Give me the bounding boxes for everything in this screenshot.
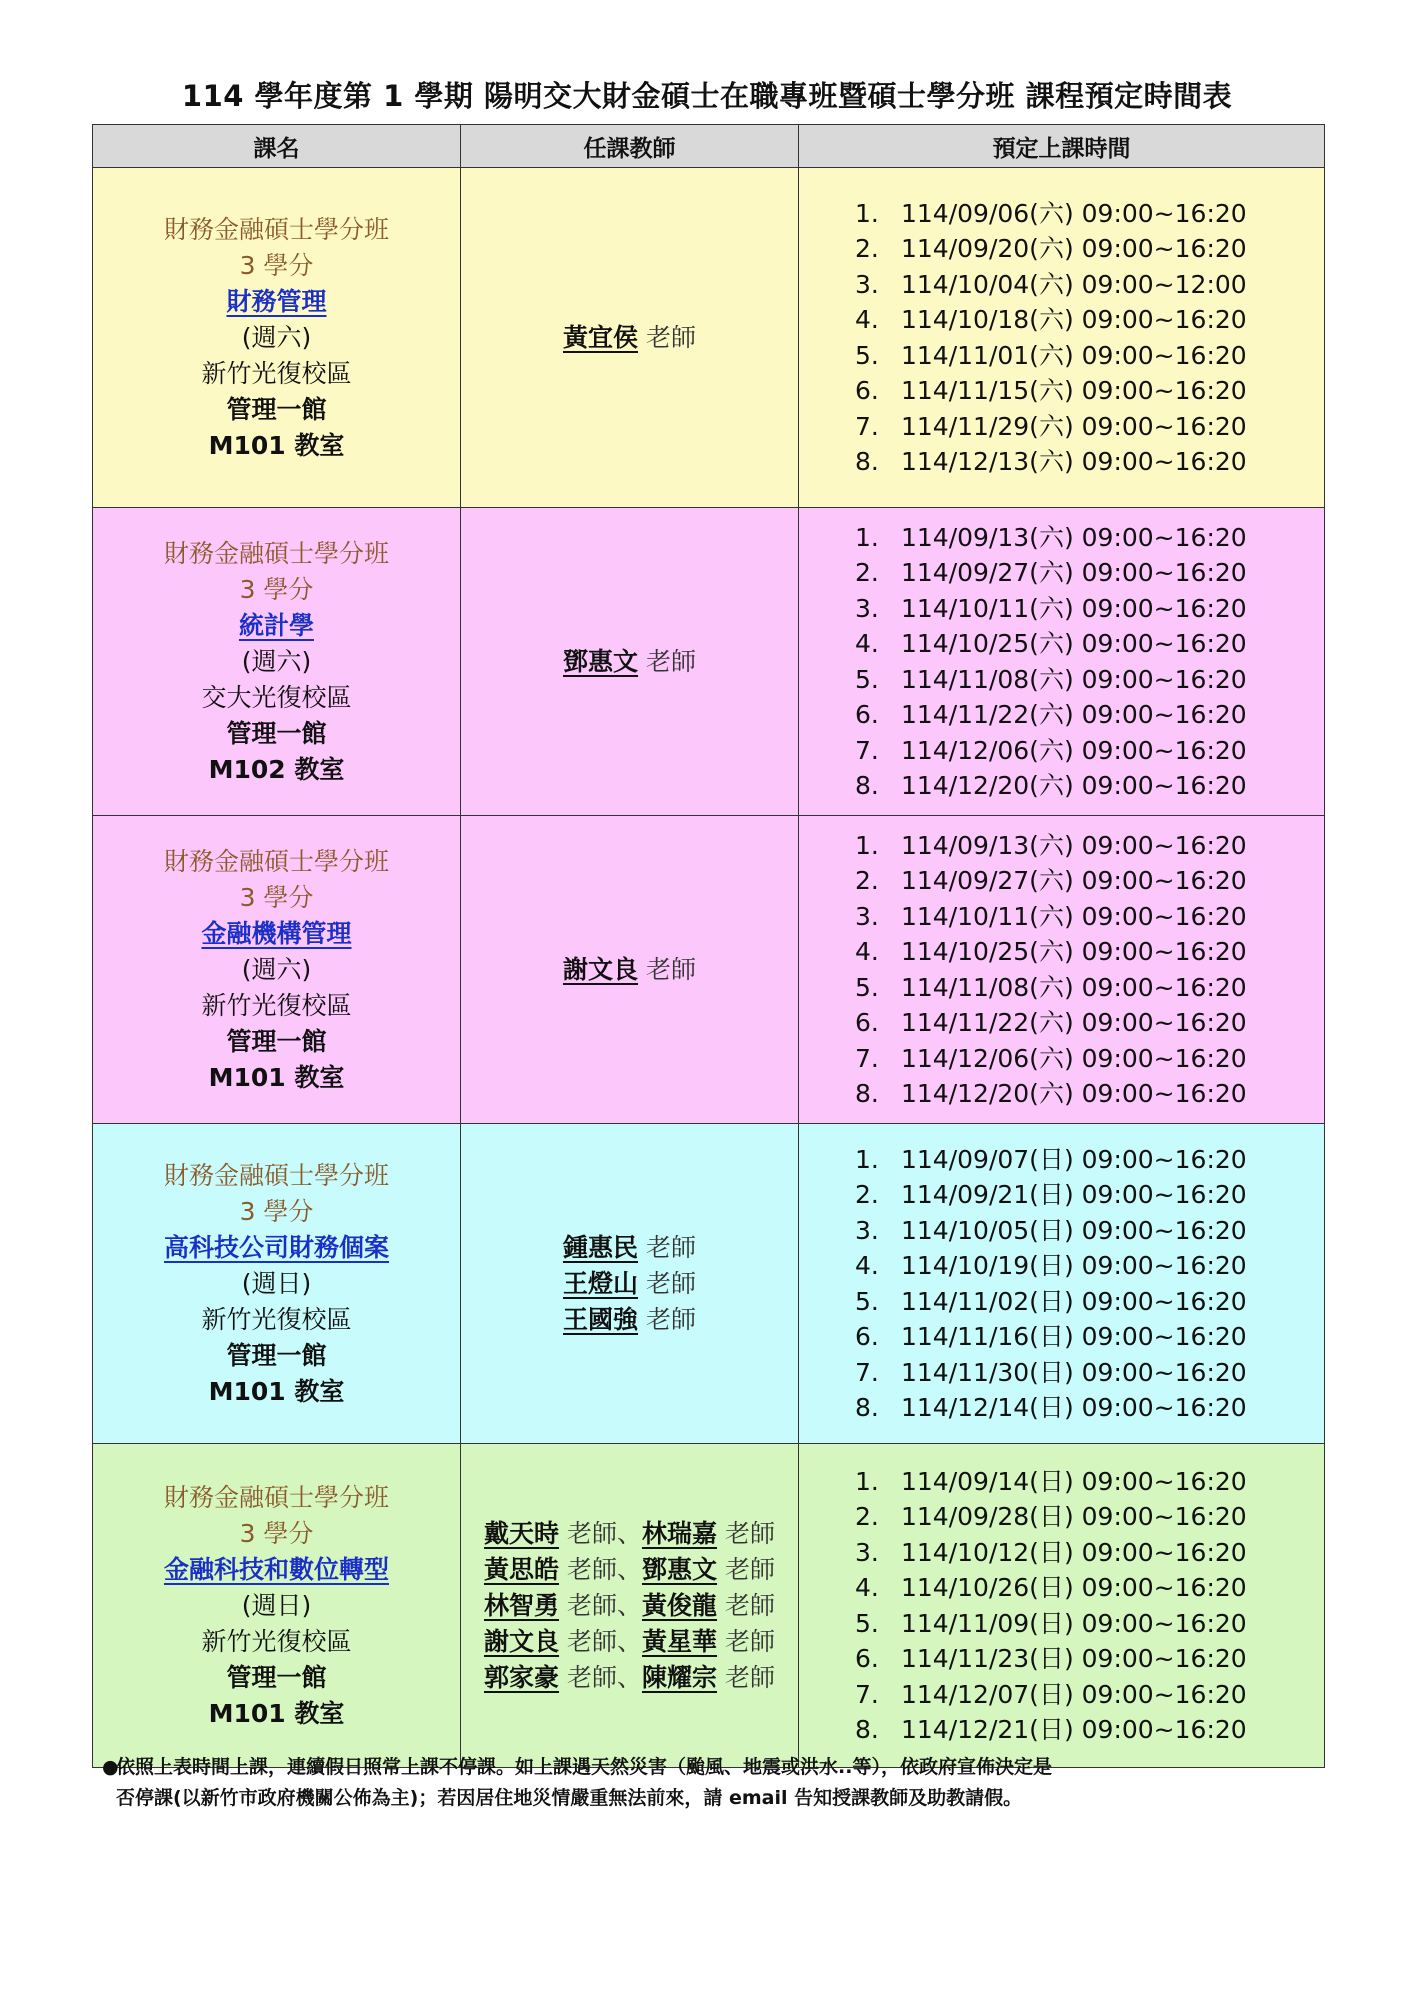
list-item bbox=[855, 302, 1324, 338]
date-text: 114/12/14(日) 09:00~16:20 bbox=[901, 1393, 1247, 1422]
list-item bbox=[855, 1142, 1324, 1178]
list-item bbox=[855, 768, 1324, 804]
list-item bbox=[855, 555, 1324, 591]
date-text: 114/10/26(日) 09:00~16:20 bbox=[901, 1573, 1247, 1602]
teacher-cell bbox=[461, 168, 799, 508]
teacher-cell bbox=[461, 1124, 799, 1444]
footnote-line-1: 依照上表時間上課，連續假日照常上課不停課。如上課遇天然災害（颱風、地震或洪水..等），依政府宣佈決定是 bbox=[116, 1756, 1052, 1778]
time-cell bbox=[799, 1444, 1325, 1768]
teacher-title: 老師 bbox=[724, 1590, 775, 1620]
teacher-title: 老師 bbox=[645, 646, 696, 676]
date-number: 7. bbox=[855, 1043, 879, 1073]
date-number: 7. bbox=[855, 1679, 879, 1709]
list-item bbox=[855, 520, 1324, 556]
teacher-line bbox=[461, 1302, 798, 1338]
header-teacher: 任課教師 bbox=[461, 125, 799, 168]
course-credits-text: 3 學分 bbox=[239, 882, 314, 912]
course-cell bbox=[93, 168, 461, 508]
date-number: 5. bbox=[855, 664, 879, 694]
date-text: 114/11/08(六) 09:00~16:20 bbox=[901, 972, 1247, 1002]
date-number: 6. bbox=[855, 700, 879, 729]
date-text: 114/09/13(六) 09:00~16:20 bbox=[901, 830, 1247, 860]
teacher-line bbox=[461, 1230, 798, 1266]
course-day bbox=[93, 320, 460, 356]
list-item bbox=[855, 863, 1324, 899]
date-text: 114/09/20(六) 09:00~16:20 bbox=[901, 234, 1247, 263]
time-cell bbox=[799, 1124, 1325, 1444]
schedule-body bbox=[93, 168, 1325, 1768]
date-number: 8. bbox=[855, 1079, 879, 1108]
course-program-text: 財務金融碩士學分班 bbox=[163, 1160, 389, 1190]
course-room-text: M101 教室 bbox=[208, 1698, 345, 1728]
course-credits bbox=[93, 1194, 460, 1230]
date-number: 4. bbox=[855, 305, 879, 334]
footnote-line-2: 否停課(以新竹市政府機關公佈為主)；若因居住地災情嚴重無法前來，請 email 告知授課教師及助教請假。 bbox=[116, 1787, 1023, 1809]
date-text: 114/09/06(六) 09:00~16:20 bbox=[901, 198, 1247, 228]
date-number: 8. bbox=[855, 1393, 879, 1422]
course-building-text: 管理一館 bbox=[226, 718, 327, 748]
course-day bbox=[93, 644, 460, 680]
date-number: 5. bbox=[855, 1608, 879, 1638]
table-row bbox=[93, 1444, 1325, 1768]
teacher-line bbox=[461, 1516, 798, 1552]
date-text: 114/09/14(日) 09:00~16:20 bbox=[901, 1466, 1247, 1496]
date-number: 7. bbox=[855, 411, 879, 441]
list-item bbox=[855, 1390, 1324, 1426]
table-row bbox=[93, 816, 1325, 1124]
course-cell bbox=[93, 816, 461, 1124]
list-item bbox=[855, 1712, 1324, 1748]
list-item bbox=[855, 899, 1324, 935]
course-credits bbox=[93, 572, 460, 608]
course-building-text: 管理一館 bbox=[226, 1026, 327, 1056]
course-room bbox=[93, 1374, 460, 1410]
date-number: 5. bbox=[855, 340, 879, 370]
date-list bbox=[799, 520, 1324, 804]
teacher-name: 黃星華 bbox=[642, 1626, 718, 1656]
teacher-name: 黃宜侯 bbox=[563, 322, 639, 352]
course-room-text: M101 教室 bbox=[208, 1376, 345, 1406]
course-building-text: 管理一館 bbox=[226, 1340, 327, 1370]
course-building bbox=[93, 1024, 460, 1060]
list-item bbox=[855, 409, 1324, 445]
course-credits bbox=[93, 880, 460, 916]
course-cell bbox=[93, 1124, 461, 1444]
teacher-title: 老師 bbox=[645, 1304, 696, 1334]
course-campus-text: 新竹光復校區 bbox=[201, 1626, 352, 1656]
date-text: 114/12/06(六) 09:00~16:20 bbox=[901, 1043, 1247, 1073]
list-item bbox=[855, 733, 1324, 769]
course-campus bbox=[93, 1624, 460, 1660]
date-number: 1. bbox=[855, 1144, 879, 1174]
list-item bbox=[855, 1535, 1324, 1571]
date-text: 114/10/11(六) 09:00~16:20 bbox=[901, 901, 1247, 931]
teacher-title: 老師 bbox=[645, 1268, 696, 1298]
date-number: 8. bbox=[855, 771, 879, 800]
date-text: 114/11/01(六) 09:00~16:20 bbox=[901, 340, 1247, 370]
date-number: 2. bbox=[855, 866, 879, 895]
teacher-cell bbox=[461, 508, 799, 816]
course-program bbox=[93, 844, 460, 880]
teacher-cell bbox=[461, 816, 799, 1124]
teacher-title: 老師 bbox=[566, 1518, 617, 1548]
teacher-name: 王燈山 bbox=[563, 1268, 639, 1298]
list-item bbox=[855, 970, 1324, 1006]
course-building bbox=[93, 392, 460, 428]
list-item bbox=[855, 828, 1324, 864]
date-list bbox=[799, 828, 1324, 1112]
teacher-name: 鄧惠文 bbox=[642, 1554, 718, 1584]
date-number: 4. bbox=[855, 1251, 879, 1280]
date-number: 7. bbox=[855, 735, 879, 765]
date-text: 114/09/27(六) 09:00~16:20 bbox=[901, 866, 1247, 895]
course-day-text: (週日) bbox=[241, 1268, 312, 1298]
table-row bbox=[93, 1124, 1325, 1444]
course-campus bbox=[93, 680, 460, 716]
teacher-line bbox=[461, 644, 798, 680]
list-item bbox=[855, 1213, 1324, 1249]
course-building-text: 管理一館 bbox=[226, 1662, 327, 1692]
date-list bbox=[799, 1464, 1324, 1748]
list-item bbox=[855, 1319, 1324, 1355]
date-text: 114/11/02(日) 09:00~16:20 bbox=[901, 1286, 1247, 1316]
teacher-name: 謝文良 bbox=[484, 1626, 560, 1656]
list-item bbox=[855, 1076, 1324, 1112]
date-text: 114/11/22(六) 09:00~16:20 bbox=[901, 1008, 1247, 1037]
teacher-title: 老師 bbox=[724, 1662, 775, 1692]
course-campus-text: 新竹光復校區 bbox=[201, 990, 352, 1020]
course-room bbox=[93, 1060, 460, 1096]
course-room bbox=[93, 752, 460, 788]
course-day-text: (週日) bbox=[241, 1590, 312, 1620]
course-name bbox=[93, 1552, 460, 1588]
course-building bbox=[93, 1660, 460, 1696]
list-item bbox=[855, 444, 1324, 480]
list-item bbox=[855, 1248, 1324, 1284]
teacher-line bbox=[461, 1266, 798, 1302]
teacher-title: 老師 bbox=[566, 1554, 617, 1584]
teacher-name: 林瑞嘉 bbox=[642, 1518, 718, 1548]
course-room-text: M102 教室 bbox=[208, 754, 345, 784]
date-number: 4. bbox=[855, 629, 879, 658]
course-campus bbox=[93, 988, 460, 1024]
course-name bbox=[93, 608, 460, 644]
teacher-title: 老師 bbox=[645, 322, 696, 352]
teacher-line bbox=[461, 1552, 798, 1588]
course-program bbox=[93, 212, 460, 248]
course-campus-text: 新竹光復校區 bbox=[201, 1304, 352, 1334]
teacher-title: 老師 bbox=[724, 1554, 775, 1584]
teacher-cell bbox=[461, 1444, 799, 1768]
course-credits-text: 3 學分 bbox=[239, 1518, 314, 1548]
date-number: 8. bbox=[855, 1715, 879, 1744]
date-number: 2. bbox=[855, 1502, 879, 1531]
date-number: 3. bbox=[855, 1215, 879, 1245]
course-campus bbox=[93, 1302, 460, 1338]
date-text: 114/09/28(日) 09:00~16:20 bbox=[901, 1502, 1247, 1531]
date-text: 114/09/07(日) 09:00~16:20 bbox=[901, 1144, 1247, 1174]
course-name bbox=[93, 284, 460, 320]
teacher-separator: 、 bbox=[616, 1662, 642, 1692]
teacher-line bbox=[461, 1588, 798, 1624]
list-item bbox=[855, 697, 1324, 733]
date-text: 114/09/21(日) 09:00~16:20 bbox=[901, 1180, 1247, 1209]
list-item bbox=[855, 1464, 1324, 1500]
date-text: 114/10/12(日) 09:00~16:20 bbox=[901, 1537, 1247, 1567]
teacher-name: 黃俊龍 bbox=[642, 1590, 718, 1620]
list-item bbox=[855, 338, 1324, 374]
list-item bbox=[855, 591, 1324, 627]
date-number: 6. bbox=[855, 1322, 879, 1351]
course-building bbox=[93, 716, 460, 752]
course-name-text: 金融科技和數位轉型 bbox=[163, 1554, 389, 1584]
course-name bbox=[93, 1230, 460, 1266]
date-number: 5. bbox=[855, 972, 879, 1002]
course-day bbox=[93, 1588, 460, 1624]
list-item bbox=[855, 231, 1324, 267]
date-number: 1. bbox=[855, 1466, 879, 1496]
list-item bbox=[855, 934, 1324, 970]
table-row bbox=[93, 508, 1325, 816]
list-item bbox=[855, 1355, 1324, 1391]
teacher-line bbox=[461, 952, 798, 988]
schedule-table bbox=[92, 124, 1325, 1768]
course-name-text: 財務管理 bbox=[226, 286, 327, 316]
list-item bbox=[855, 1041, 1324, 1077]
course-building bbox=[93, 1338, 460, 1374]
list-item bbox=[855, 267, 1324, 303]
teacher-name: 戴天時 bbox=[484, 1518, 560, 1548]
list-item bbox=[855, 196, 1324, 232]
date-number: 6. bbox=[855, 376, 879, 405]
date-number: 3. bbox=[855, 593, 879, 623]
date-text: 114/12/20(六) 09:00~16:20 bbox=[901, 1079, 1247, 1108]
date-number: 5. bbox=[855, 1286, 879, 1316]
teacher-name: 王國強 bbox=[563, 1304, 639, 1334]
date-number: 2. bbox=[855, 558, 879, 587]
date-text: 114/12/13(六) 09:00~16:20 bbox=[901, 447, 1247, 476]
page-title: 114 學年度第 1 學期 陽明交大財金碩士在職專班暨碩士學分班 課程預定時間表 bbox=[181, 79, 1233, 113]
teacher-name: 黃思皓 bbox=[484, 1554, 560, 1584]
teacher-name: 郭家豪 bbox=[484, 1662, 560, 1692]
date-text: 114/12/20(六) 09:00~16:20 bbox=[901, 771, 1247, 800]
date-number: 4. bbox=[855, 937, 879, 966]
teacher-separator: 、 bbox=[616, 1518, 642, 1548]
date-number: 6. bbox=[855, 1008, 879, 1037]
date-text: 114/11/29(六) 09:00~16:20 bbox=[901, 411, 1247, 441]
teacher-title: 老師 bbox=[645, 954, 696, 984]
list-item bbox=[855, 662, 1324, 698]
list-item bbox=[855, 1677, 1324, 1713]
table-row bbox=[93, 168, 1325, 508]
date-number: 4. bbox=[855, 1573, 879, 1602]
list-item bbox=[855, 373, 1324, 409]
date-text: 114/10/25(六) 09:00~16:20 bbox=[901, 937, 1247, 966]
date-number: 1. bbox=[855, 830, 879, 860]
header-course: 課名 bbox=[93, 125, 461, 168]
course-name-text: 金融機構管理 bbox=[201, 918, 352, 948]
date-number: 1. bbox=[855, 522, 879, 552]
course-day bbox=[93, 952, 460, 988]
date-text: 114/10/04(六) 09:00~12:00 bbox=[901, 269, 1247, 299]
teacher-separator: 、 bbox=[616, 1590, 642, 1620]
course-credits-text: 3 學分 bbox=[239, 250, 314, 280]
course-program-text: 財務金融碩士學分班 bbox=[163, 846, 389, 876]
course-day-text: (週六) bbox=[241, 954, 312, 984]
teacher-separator: 、 bbox=[616, 1626, 642, 1656]
course-room-text: M101 教室 bbox=[208, 430, 345, 460]
date-number: 6. bbox=[855, 1644, 879, 1673]
teacher-title: 老師 bbox=[724, 1518, 775, 1548]
course-program bbox=[93, 1480, 460, 1516]
date-text: 114/12/21(日) 09:00~16:20 bbox=[901, 1715, 1247, 1744]
date-text: 114/12/06(六) 09:00~16:20 bbox=[901, 735, 1247, 765]
course-name bbox=[93, 916, 460, 952]
date-number: 1. bbox=[855, 198, 879, 228]
date-text: 114/12/07(日) 09:00~16:20 bbox=[901, 1679, 1247, 1709]
list-item bbox=[855, 1177, 1324, 1213]
course-cell bbox=[93, 508, 461, 816]
table-header-row bbox=[93, 125, 1325, 168]
date-text: 114/09/13(六) 09:00~16:20 bbox=[901, 522, 1247, 552]
time-cell bbox=[799, 168, 1325, 508]
date-number: 3. bbox=[855, 901, 879, 931]
list-item bbox=[855, 1606, 1324, 1642]
course-campus-text: 交大光復校區 bbox=[201, 682, 352, 712]
teacher-separator: 、 bbox=[616, 1554, 642, 1584]
date-number: 8. bbox=[855, 447, 879, 476]
teacher-name: 陳耀宗 bbox=[642, 1662, 718, 1692]
course-campus-text: 新竹光復校區 bbox=[201, 358, 352, 388]
date-number: 2. bbox=[855, 1180, 879, 1209]
teacher-title: 老師 bbox=[566, 1626, 617, 1656]
list-item bbox=[855, 626, 1324, 662]
course-day-text: (週六) bbox=[241, 322, 312, 352]
teacher-title: 老師 bbox=[566, 1662, 617, 1692]
course-program bbox=[93, 1158, 460, 1194]
course-program-text: 財務金融碩士學分班 bbox=[163, 214, 389, 244]
teacher-title: 老師 bbox=[566, 1590, 617, 1620]
date-text: 114/11/22(六) 09:00~16:20 bbox=[901, 700, 1247, 729]
course-building-text: 管理一館 bbox=[226, 394, 327, 424]
date-number: 2. bbox=[855, 234, 879, 263]
course-day-text: (週六) bbox=[241, 646, 312, 676]
course-name-text: 統計學 bbox=[238, 610, 314, 640]
teacher-line bbox=[461, 1660, 798, 1696]
date-text: 114/11/23(日) 09:00~16:20 bbox=[901, 1644, 1247, 1673]
teacher-title: 老師 bbox=[645, 1232, 696, 1262]
date-text: 114/10/18(六) 09:00~16:20 bbox=[901, 305, 1247, 334]
course-cell bbox=[93, 1444, 461, 1768]
date-text: 114/11/30(日) 09:00~16:20 bbox=[901, 1357, 1247, 1387]
date-text: 114/11/16(日) 09:00~16:20 bbox=[901, 1322, 1247, 1351]
list-item bbox=[855, 1284, 1324, 1320]
course-room bbox=[93, 428, 460, 464]
header-time: 預定上課時間 bbox=[799, 125, 1325, 168]
course-credits bbox=[93, 1516, 460, 1552]
course-credits-text: 3 學分 bbox=[239, 574, 314, 604]
course-room-text: M101 教室 bbox=[208, 1062, 345, 1092]
date-text: 114/11/08(六) 09:00~16:20 bbox=[901, 664, 1247, 694]
time-cell bbox=[799, 816, 1325, 1124]
teacher-title: 老師 bbox=[724, 1626, 775, 1656]
teacher-line bbox=[461, 1624, 798, 1660]
list-item bbox=[855, 1499, 1324, 1535]
date-number: 3. bbox=[855, 269, 879, 299]
date-text: 114/10/11(六) 09:00~16:20 bbox=[901, 593, 1247, 623]
course-program-text: 財務金融碩士學分班 bbox=[163, 1482, 389, 1512]
list-item bbox=[855, 1005, 1324, 1041]
teacher-line bbox=[461, 320, 798, 356]
date-text: 114/10/25(六) 09:00~16:20 bbox=[901, 629, 1247, 658]
course-credits-text: 3 學分 bbox=[239, 1196, 314, 1226]
bullet-icon: ● bbox=[102, 1756, 119, 1778]
date-text: 114/09/27(六) 09:00~16:20 bbox=[901, 558, 1247, 587]
date-number: 7. bbox=[855, 1357, 879, 1387]
course-campus bbox=[93, 356, 460, 392]
footnote bbox=[102, 1752, 1316, 1814]
time-cell bbox=[799, 508, 1325, 816]
date-text: 114/11/09(日) 09:00~16:20 bbox=[901, 1608, 1247, 1638]
teacher-name: 鍾惠民 bbox=[563, 1232, 639, 1262]
date-text: 114/10/05(日) 09:00~16:20 bbox=[901, 1215, 1247, 1245]
list-item bbox=[855, 1641, 1324, 1677]
list-item bbox=[855, 1570, 1324, 1606]
date-text: 114/10/19(日) 09:00~16:20 bbox=[901, 1251, 1247, 1280]
teacher-name: 謝文良 bbox=[563, 954, 639, 984]
course-program-text: 財務金融碩士學分班 bbox=[163, 538, 389, 568]
course-credits bbox=[93, 248, 460, 284]
course-program bbox=[93, 536, 460, 572]
course-room bbox=[93, 1696, 460, 1732]
course-day bbox=[93, 1266, 460, 1302]
date-list bbox=[799, 196, 1324, 480]
date-list bbox=[799, 1142, 1324, 1426]
date-text: 114/11/15(六) 09:00~16:20 bbox=[901, 376, 1247, 405]
date-number: 3. bbox=[855, 1537, 879, 1567]
course-name-text: 高科技公司財務個案 bbox=[163, 1232, 389, 1262]
teacher-name: 鄧惠文 bbox=[563, 646, 639, 676]
teacher-name: 林智勇 bbox=[484, 1590, 560, 1620]
